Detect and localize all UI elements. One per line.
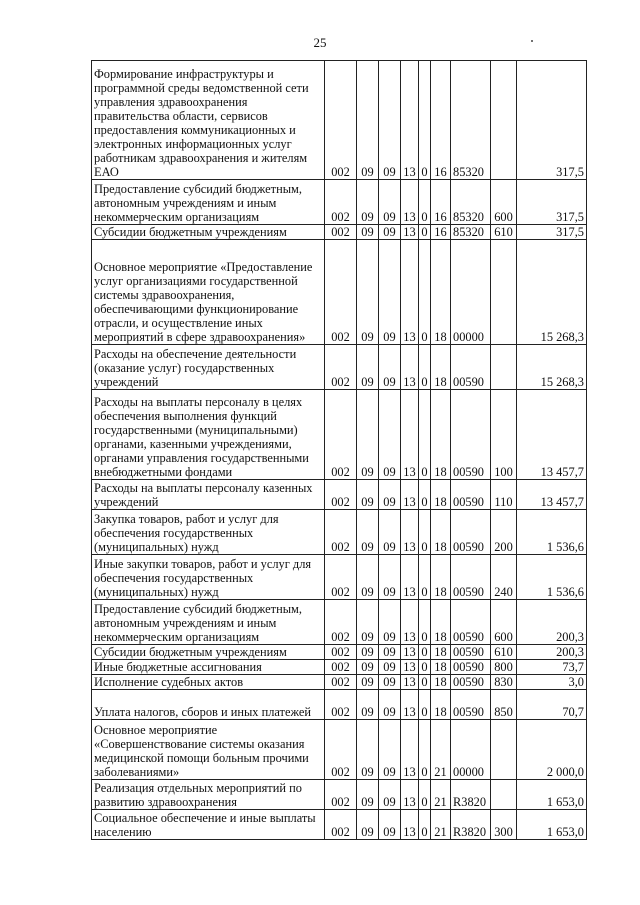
code-rz: 09 <box>357 225 379 240</box>
code-subprogram: 0 <box>419 225 431 240</box>
code-activity: 21 <box>431 780 451 810</box>
code-direction: R3820 <box>451 780 491 810</box>
code-pr: 09 <box>379 555 401 600</box>
code-rz: 09 <box>357 645 379 660</box>
code-ved: 002 <box>325 510 357 555</box>
code-ved: 002 <box>325 390 357 480</box>
row-name: Расходы на обеспечение деятельности (оказание услуг) государственных учреждений <box>92 345 325 390</box>
code-activity: 18 <box>431 345 451 390</box>
row-name: Уплата налогов, сборов и иных платежей <box>92 690 325 720</box>
code-activity: 18 <box>431 690 451 720</box>
code-program: 13 <box>401 780 419 810</box>
code-direction: 00590 <box>451 345 491 390</box>
table-row <box>92 645 587 660</box>
code-direction: 00590 <box>451 480 491 510</box>
code-pr: 09 <box>379 720 401 780</box>
code-activity: 18 <box>431 675 451 690</box>
code-pr: 09 <box>379 240 401 345</box>
code-subprogram: 0 <box>419 180 431 225</box>
row-name: Закупка товаров, работ и услуг для обеспечения государственных (муниципальных) нужд <box>92 510 325 555</box>
code-program: 13 <box>401 240 419 345</box>
code-program: 13 <box>401 810 419 840</box>
code-program: 13 <box>401 510 419 555</box>
code-expense-type <box>491 345 517 390</box>
table-row <box>92 600 587 645</box>
code-expense-type: 300 <box>491 810 517 840</box>
code-program: 13 <box>401 61 419 180</box>
code-activity: 21 <box>431 720 451 780</box>
table-row <box>92 480 587 510</box>
code-pr: 09 <box>379 345 401 390</box>
code-ved: 002 <box>325 675 357 690</box>
code-rz: 09 <box>357 720 379 780</box>
code-expense-type: 800 <box>491 660 517 675</box>
code-direction: R3820 <box>451 810 491 840</box>
code-ved: 002 <box>325 810 357 840</box>
code-program: 13 <box>401 675 419 690</box>
code-subprogram: 0 <box>419 660 431 675</box>
code-rz: 09 <box>357 810 379 840</box>
code-rz: 09 <box>357 555 379 600</box>
row-amount: 13 457,7 <box>517 480 587 510</box>
code-activity: 18 <box>431 660 451 675</box>
code-subprogram: 0 <box>419 810 431 840</box>
row-name: Предоставление субсидий бюджетным, автономным учреждениям и иным некоммерческим организациям <box>92 600 325 645</box>
table-row <box>92 675 587 690</box>
code-rz: 09 <box>357 600 379 645</box>
code-ved: 002 <box>325 690 357 720</box>
page-number: 25 <box>313 35 327 50</box>
code-activity: 18 <box>431 240 451 345</box>
code-pr: 09 <box>379 675 401 690</box>
row-amount: 2 000,0 <box>517 720 587 780</box>
code-direction: 00590 <box>451 690 491 720</box>
code-pr: 09 <box>379 390 401 480</box>
row-name: Иные закупки товаров, работ и услуг для обеспечения государственных (муниципальных) нужд <box>92 555 325 600</box>
code-pr: 09 <box>379 600 401 645</box>
table-row <box>92 345 587 390</box>
code-subprogram: 0 <box>419 780 431 810</box>
row-amount: 73,7 <box>517 660 587 675</box>
table-row <box>92 510 587 555</box>
code-expense-type <box>491 720 517 780</box>
code-rz: 09 <box>357 675 379 690</box>
code-ved: 002 <box>325 720 357 780</box>
code-program: 13 <box>401 720 419 780</box>
row-amount: 317,5 <box>517 61 587 180</box>
row-name: Основное мероприятие «Предоставление услуг организациями государственной системы здравоохранения, обеспечивающими функционирование отрасли, и осуществление иных мероприятий в сфере здравоохранения» <box>92 240 325 345</box>
code-activity: 18 <box>431 480 451 510</box>
row-amount: 317,5 <box>517 180 587 225</box>
code-direction: 00000 <box>451 720 491 780</box>
code-expense-type: 600 <box>491 600 517 645</box>
row-name: Расходы на выплаты персоналу в целях обеспечения выполнения функций государственными (муниципальными) органами, казенными учреждениями, органами управления государственными внебюджетными фондами <box>92 390 325 480</box>
table-row <box>92 240 587 345</box>
code-pr: 09 <box>379 780 401 810</box>
code-ved: 002 <box>325 555 357 600</box>
code-program: 13 <box>401 600 419 645</box>
budget-table-body <box>92 61 587 840</box>
code-subprogram: 0 <box>419 390 431 480</box>
code-pr: 09 <box>379 180 401 225</box>
code-rz: 09 <box>357 780 379 810</box>
code-activity: 21 <box>431 810 451 840</box>
row-name: Социальное обеспечение и иные выплаты населению <box>92 810 325 840</box>
row-amount: 200,3 <box>517 600 587 645</box>
code-program: 13 <box>401 390 419 480</box>
row-name: Субсидии бюджетным учреждениям <box>92 645 325 660</box>
code-program: 13 <box>401 645 419 660</box>
code-activity: 18 <box>431 555 451 600</box>
code-direction: 00000 <box>451 240 491 345</box>
code-subprogram: 0 <box>419 240 431 345</box>
code-ved: 002 <box>325 660 357 675</box>
code-ved: 002 <box>325 61 357 180</box>
code-expense-type: 610 <box>491 225 517 240</box>
row-name: Формирование инфраструктуры и программной среды ведомственной сети управления здравоохранения правительства области, сервисов предоставления коммуникационных и электронных информационных услуг работникам здравоохранения и жителям ЕАО <box>92 61 325 180</box>
code-program: 13 <box>401 690 419 720</box>
row-amount: 15 268,3 <box>517 240 587 345</box>
row-amount: 3,0 <box>517 675 587 690</box>
code-rz: 09 <box>357 480 379 510</box>
code-rz: 09 <box>357 690 379 720</box>
table-row <box>92 660 587 675</box>
code-activity: 16 <box>431 61 451 180</box>
row-name: Исполнение судебных актов <box>92 675 325 690</box>
code-ved: 002 <box>325 345 357 390</box>
code-expense-type: 600 <box>491 180 517 225</box>
row-name: Предоставление субсидий бюджетным, автономным учреждениям и иным некоммерческим организациям <box>92 180 325 225</box>
code-direction: 00590 <box>451 390 491 480</box>
code-activity: 18 <box>431 600 451 645</box>
code-expense-type <box>491 780 517 810</box>
code-direction: 85320 <box>451 180 491 225</box>
code-ved: 002 <box>325 225 357 240</box>
code-expense-type: 100 <box>491 390 517 480</box>
code-pr: 09 <box>379 645 401 660</box>
code-expense-type: 200 <box>491 510 517 555</box>
code-ved: 002 <box>325 600 357 645</box>
code-ved: 002 <box>325 645 357 660</box>
code-direction: 00590 <box>451 600 491 645</box>
code-subprogram: 0 <box>419 510 431 555</box>
code-program: 13 <box>401 480 419 510</box>
row-amount: 1 653,0 <box>517 810 587 840</box>
row-amount: 317,5 <box>517 225 587 240</box>
code-pr: 09 <box>379 510 401 555</box>
code-direction: 00590 <box>451 675 491 690</box>
table-row <box>92 810 587 840</box>
code-rz: 09 <box>357 510 379 555</box>
code-subprogram: 0 <box>419 690 431 720</box>
code-rz: 09 <box>357 345 379 390</box>
code-rz: 09 <box>357 61 379 180</box>
row-name: Субсидии бюджетным учреждениям <box>92 225 325 240</box>
table-row <box>92 225 587 240</box>
code-activity: 18 <box>431 510 451 555</box>
code-activity: 18 <box>431 390 451 480</box>
code-expense-type: 110 <box>491 480 517 510</box>
code-expense-type: 850 <box>491 690 517 720</box>
row-amount: 70,7 <box>517 690 587 720</box>
code-ved: 002 <box>325 180 357 225</box>
code-activity: 16 <box>431 180 451 225</box>
table-row <box>92 555 587 600</box>
code-subprogram: 0 <box>419 61 431 180</box>
row-name: Реализация отдельных мероприятий по развитию здравоохранения <box>92 780 325 810</box>
table-row <box>92 780 587 810</box>
code-direction: 00590 <box>451 645 491 660</box>
code-pr: 09 <box>379 660 401 675</box>
code-ved: 002 <box>325 240 357 345</box>
scan-speck <box>531 40 533 42</box>
code-ved: 002 <box>325 780 357 810</box>
code-subprogram: 0 <box>419 675 431 690</box>
budget-table <box>91 60 587 840</box>
row-name: Основное мероприятие «Совершенствование системы оказания медицинской помощи больным прочими заболеваниями» <box>92 720 325 780</box>
code-subprogram: 0 <box>419 555 431 600</box>
code-activity: 18 <box>431 645 451 660</box>
table-row <box>92 390 587 480</box>
code-rz: 09 <box>357 660 379 675</box>
code-pr: 09 <box>379 690 401 720</box>
row-name: Расходы на выплаты персоналу казенных учреждений <box>92 480 325 510</box>
code-pr: 09 <box>379 61 401 180</box>
table-row <box>92 690 587 720</box>
code-activity: 16 <box>431 225 451 240</box>
table-row <box>92 180 587 225</box>
row-amount: 15 268,3 <box>517 345 587 390</box>
code-expense-type: 830 <box>491 675 517 690</box>
row-amount: 1 536,6 <box>517 510 587 555</box>
code-pr: 09 <box>379 225 401 240</box>
code-direction: 85320 <box>451 225 491 240</box>
table-row <box>92 61 587 180</box>
row-amount: 1 536,6 <box>517 555 587 600</box>
code-rz: 09 <box>357 240 379 345</box>
row-name: Иные бюджетные ассигнования <box>92 660 325 675</box>
code-program: 13 <box>401 225 419 240</box>
code-direction: 00590 <box>451 555 491 600</box>
row-amount: 200,3 <box>517 645 587 660</box>
table-row <box>92 720 587 780</box>
code-pr: 09 <box>379 810 401 840</box>
code-expense-type <box>491 240 517 345</box>
code-ved: 002 <box>325 480 357 510</box>
code-expense-type: 610 <box>491 645 517 660</box>
code-subprogram: 0 <box>419 600 431 645</box>
code-program: 13 <box>401 660 419 675</box>
code-expense-type <box>491 61 517 180</box>
row-amount: 13 457,7 <box>517 390 587 480</box>
code-program: 13 <box>401 180 419 225</box>
code-subprogram: 0 <box>419 645 431 660</box>
code-direction: 85320 <box>451 61 491 180</box>
code-rz: 09 <box>357 390 379 480</box>
row-amount: 1 653,0 <box>517 780 587 810</box>
code-expense-type: 240 <box>491 555 517 600</box>
code-direction: 00590 <box>451 510 491 555</box>
code-rz: 09 <box>357 180 379 225</box>
code-pr: 09 <box>379 480 401 510</box>
code-program: 13 <box>401 555 419 600</box>
code-direction: 00590 <box>451 660 491 675</box>
code-subprogram: 0 <box>419 345 431 390</box>
code-subprogram: 0 <box>419 720 431 780</box>
code-program: 13 <box>401 345 419 390</box>
code-subprogram: 0 <box>419 480 431 510</box>
